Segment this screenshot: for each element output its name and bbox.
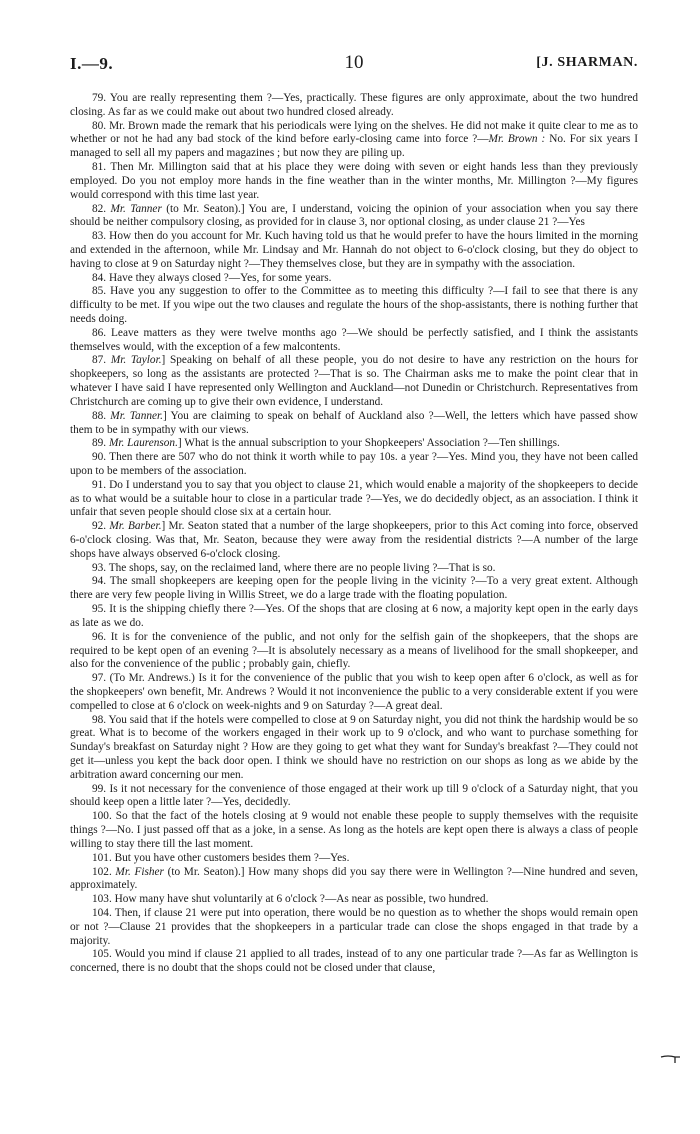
paragraph-text: 103. How many have shut voluntarily at 6 o'clock ?—As near as possible, two hundred. — [92, 893, 489, 906]
evidence-paragraph — [70, 161, 638, 202]
speaker-name: Mr. Tanner. — [110, 409, 163, 422]
evidence-paragraph — [70, 479, 638, 520]
paragraph-text-continued: No. For six years I managed to sell all my papers and magazines ; but now they are piling up. — [70, 133, 639, 160]
speaker-name: Mr. Taylor. — [110, 354, 162, 367]
speaker-name: Mr. Laurenson. — [108, 437, 178, 450]
paragraph-text: 82. — [92, 202, 111, 215]
evidence-paragraph — [70, 120, 638, 161]
paragraph-text: 89. — [92, 437, 109, 450]
paragraph-text: 84. Have they always closed ?—Yes, for some years. — [92, 271, 332, 284]
evidence-paragraph — [70, 893, 638, 907]
evidence-paragraph — [70, 575, 638, 603]
paragraph-text-continued: (to Mr. Seaton).] You are, I understand, voicing the opinion of your association when you say there should be neither compulsory closing, as provided for in clause 3, nor optional closing, as under clause 21 ?—Yes — [70, 202, 639, 229]
evidence-paragraph — [70, 907, 638, 948]
report-code: I.—9. — [70, 54, 114, 73]
paragraph-text-continued: ] Speaking on behalf of all these people, you do not desire to have any restriction on the hours for shopkeepers, so long as the assistants are protected ?—That is so. The Chairman asks me to make the point clear that in whatever I have said I have represented only Wellington and Auckland—not Dunedin or Christchurch. Representatives from Christchurch are coming up to give their own evidence, I understand. — [70, 354, 638, 408]
paragraph-text: 100. So that the fact of the hotels closing at 9 would not enable these people to supply themselves with the requisite things ?—No. I just passed off that as a joke, in a sense. As long as the hotels are kept open there is always a class of people willing to stay there till the last moment. — [70, 810, 638, 850]
evidence-paragraph — [70, 451, 638, 479]
evidence-paragraph — [70, 92, 638, 120]
speaker-name: Mr. Brown : — [488, 133, 546, 146]
evidence-paragraph — [70, 327, 638, 355]
evidence-paragraph — [70, 562, 638, 576]
paragraph-text: 105. Would you mind if clause 21 applied to all trades, instead of to any one particular trade ?—As far as Wellington is concerned, there is no doubt that the shops could not be closed under that clause, — [70, 948, 638, 975]
paragraph-text: 86. Leave matters as they were twelve months ago ?—We should be perfectly satisfied, and I think the assistants themselves would, with the exception of a few malcontents. — [70, 326, 638, 353]
paragraph-text-continued: ] You are claiming to speak on behalf of Auckland also ?—Well, the letters which have passed show them to be in sympathy with our views. — [70, 409, 638, 436]
evidence-text — [70, 92, 638, 976]
evidence-paragraph — [70, 852, 638, 866]
paragraph-text: 95. It is the shipping chiefly there ?—Yes. Of the shops that are closing at 6 now, a majority kept open in the early days as late as we do. — [70, 603, 638, 629]
evidence-paragraph — [70, 285, 638, 326]
paragraph-text: 99. Is it not necessary for the convenience of those engaged at their work up till 9 o'clock of a Saturday night, that you should keep open a little later ?—Yes, decidedly. — [70, 782, 638, 809]
evidence-paragraph — [70, 783, 638, 811]
paragraph-text: 97. (To Mr. Andrews.) Is it for the convenience of the public that you wish to keep open after 6 o'clock, as well as for the shopkeepers' own benefit, Mr. Andrews ? Would it not inconvenience the public to a very considerable extent if you were compelled to close at 6 o'clock on week-nights and 9 on Saturday ?—A great deal. — [70, 672, 638, 712]
paragraph-text: 80. Mr. Brown made the remark that his periodicals were lying on the shelves. He did not make it quite clear to me as to whether or not he had any bad stock of the kind before early-closing came into force ?— — [70, 119, 638, 146]
paragraph-text: 79. You are really representing them ?—Yes, practically. These figures are only approximate, about the two hundred closing. As far as we could make out about two hundred closed already. — [70, 92, 638, 118]
evidence-paragraph — [70, 866, 638, 894]
paragraph-text: 87. — [92, 354, 111, 367]
page-number: 10 — [344, 52, 364, 73]
evidence-paragraph — [70, 354, 638, 409]
paragraph-text: 92. — [92, 520, 110, 533]
page-header — [70, 54, 638, 80]
witness-name: [J. SHARMAN. — [536, 55, 638, 70]
evidence-paragraph — [70, 203, 638, 231]
paragraph-text: 98. You said that if the hotels were compelled to close at 9 on Saturday night, you did not think the hardship would be so great. What is to become of the workers engaged in their work up to 9 o'clock, and who want to purchase something for Sunday's breakfast on Saturday night ? How are they going to get what they want for Sunday's breakfast ?—They could not get it—unless you kept the back door open. I think we should have no restriction on our shops as long as we abide by the arbitration award concerning our men. — [70, 713, 638, 781]
evidence-paragraph — [70, 520, 638, 561]
speaker-name: Mr. Fisher — [115, 865, 164, 878]
paragraph-text: 81. Then Mr. Millington said that at his place they were doing with seven or eight hands less than they previously employed. Do you not employ more hands in the fine weather than in the winter months, Mr. Millington ?—My figures would correspond with this time last year. — [70, 161, 638, 201]
paragraph-text-continued: ] What is the annual subscription to your Shopkeepers' Association ?—Ten shillings. — [177, 437, 560, 450]
paragraph-text: 90. Then there are 507 who do not think it worth while to pay 10s. a year ?—Yes. Mind you, they have not been called upon to be members of the association. — [70, 451, 638, 477]
paragraph-text: 83. How then do you account for Mr. Kuch having told us that he would prefer to have the hours limited in the morning and extended in the afternoon, while Mr. Lindsay and Mr. Hannah do not object to 6-o'clock closing, but they do object to having to close at 9 on Saturday night ?—They themselves close, but they are in sympathy with the association. — [70, 230, 638, 270]
paragraph-text-continued: (to Mr. Seaton).] How many shops did you say there were in Wellington ?—Nine hundred and seven, approximately. — [70, 865, 639, 892]
evidence-paragraph — [70, 948, 638, 976]
speaker-name: Mr. Barber. — [109, 520, 162, 533]
paragraph-text: 85. Have you any suggestion to offer to the Committee as to meeting this difficulty ?—I fail to see that there is any difficulty to be met. If you wipe out the two clauses and regulate the hours of the shop-assistants, there is nothing further that needs doing. — [70, 285, 638, 325]
evidence-paragraph — [70, 410, 638, 438]
page-turn-mark-icon — [660, 1052, 682, 1064]
speaker-name: Mr. Tanner — [110, 202, 162, 215]
paragraph-text: 94. The small shopkeepers are keeping open for the people living in the vicinity ?—To a very great extent. Although there are very few people living in Willis Street, we do a large trade with the floating population. — [70, 575, 638, 602]
evidence-paragraph — [70, 603, 638, 631]
evidence-paragraph — [70, 272, 638, 286]
paragraph-text: 91. Do I understand you to say that you object to clause 21, which would enable a majority of the shopkeepers to decide as to what would be a suitable hour to close in a particular trade ?—Yes, we do decidedly object, as an association. I think it unfair that seven people should close six at a certain hour. — [70, 478, 638, 519]
evidence-paragraph — [70, 631, 638, 672]
evidence-paragraph — [70, 810, 638, 851]
paragraph-text: 102. — [92, 865, 116, 878]
paragraph-text-continued: ] Mr. Seaton stated that a number of the large shopkeepers, prior to this Act coming into force, observed 6-o'clock closing. Was that, Mr. Seaton, because they were away from the residential districts ?—A number of the large shops have always observed 6-o'clock closing. — [70, 520, 638, 560]
paragraph-text: 93. The shops, say, on the reclaimed land, where there are no people living ?—That is so. — [92, 561, 496, 574]
paragraph-text: 104. Then, if clause 21 were put into operation, there would be no question as to whether the shops would remain open or not ?—Clause 21 provides that the shopkeepers in a particular trade can close the shops engaged in that trade by a majority. — [70, 906, 638, 947]
paragraph-text: 88. — [92, 409, 111, 422]
evidence-paragraph — [70, 672, 638, 713]
evidence-paragraph — [70, 230, 638, 271]
paragraph-text: 96. It is for the convenience of the public, and not only for the selfish gain of the shopkeepers, that the shops are required to be kept open of an evening ?—It is absolutely necessary as a means of livelihood for the small shopkeeper, and also for the convenience of the public ; probably gain, chiefly. — [70, 630, 638, 671]
evidence-paragraph — [70, 437, 638, 451]
paragraph-text: 101. But you have other customers besides them ?—Yes. — [92, 851, 350, 864]
evidence-paragraph — [70, 714, 638, 783]
